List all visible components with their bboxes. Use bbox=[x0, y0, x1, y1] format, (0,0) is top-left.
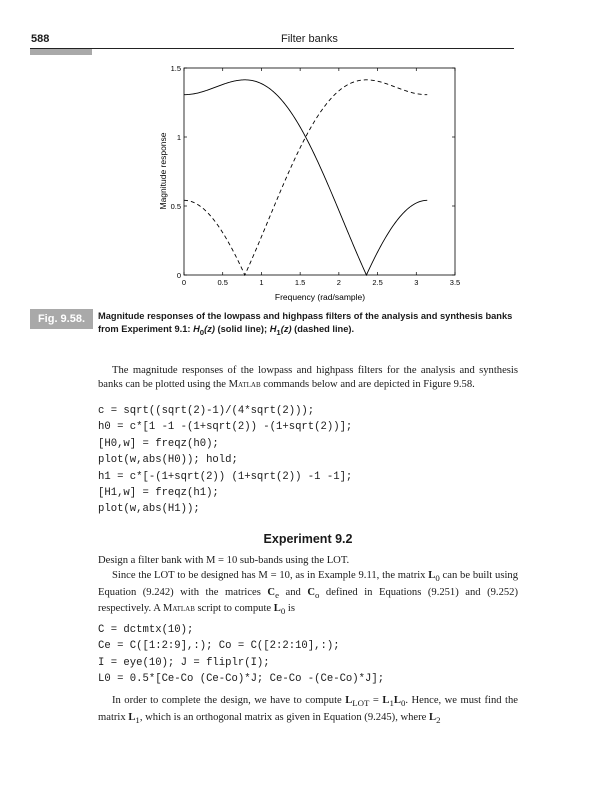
y-tick-label: 1.5 bbox=[170, 64, 181, 73]
x-tick-label: 0 bbox=[181, 278, 187, 287]
x-tick-label: 0.5 bbox=[217, 278, 228, 287]
code-line: I = eye(10); J = fliplr(I); bbox=[98, 656, 270, 669]
y-axis-label: Magnitude response bbox=[158, 132, 168, 210]
page-number: 588 bbox=[31, 33, 50, 45]
code-line: C = dctmtx(10); bbox=[98, 624, 194, 636]
code-line: L0 = 0.5*[Ce-Co (Ce-Co)*J; Ce-Co -(Ce-Co)*J]; bbox=[98, 673, 385, 686]
code-block-1 bbox=[98, 403, 352, 518]
figure-caption: Magnitude responses of the lowpass and highpass filters of the analysis and synthesis banks from Experiment 9.1: $H_0(z)$ (solid line); $H_1(z)$ (dashed line). bbox=[98, 311, 513, 337]
x-axis-label: Frequency (rad/sample) bbox=[274, 292, 366, 302]
code-line: c = sqrt((sqrt(2)-1)/(4*sqrt(2))); bbox=[98, 405, 315, 417]
section-title: Experiment 9.2 bbox=[263, 532, 353, 546]
y-tick-label: 1 bbox=[176, 133, 181, 142]
running-title: Filter banks bbox=[281, 33, 338, 45]
code-line: Ce = C([1:2:9],:); Co = C([2:2:10],:); bbox=[98, 640, 340, 653]
header-marker bbox=[30, 49, 92, 55]
y-tick-label: 0.5 bbox=[170, 202, 181, 211]
paragraph-1: The magnitude responses of the lowpass and highpass filters for the analysis and synthesis banks can be plotted using the Matlab commands below and are depicted in Figure 9.58. bbox=[98, 365, 518, 391]
figure-label: Fig. 9.58. bbox=[30, 309, 93, 329]
code-line: plot(w,abs(H0)); hold; bbox=[98, 454, 238, 467]
code-block-2 bbox=[98, 622, 384, 688]
x-tick-label: 3 bbox=[414, 278, 419, 287]
y-tick-label: 0 bbox=[176, 271, 181, 280]
code-line: plot(w,abs(H1)); bbox=[98, 503, 200, 516]
code-line: [H1,w] = freqz(h1); bbox=[98, 487, 219, 500]
paragraph-2: Design a filter bank with M = 10 sub-bands using the LOT. bbox=[98, 555, 350, 566]
x-tick-label: 2.5 bbox=[372, 278, 383, 287]
code-line: h1 = c*[-(1+sqrt(2)) (1+sqrt(2)) -1 -1]; bbox=[98, 470, 353, 483]
paragraph-3: Since the LOT to be designed has M = 10, as in Example 9.11, the matrix $L_0$ can be built using Equation (9.242) with the matrices $C_e$ and $C_o$ defined in Equations (9.251) and (9.252) respectively. A Matlab script to compute $L_0$ is bbox=[98, 570, 518, 617]
plot-frame bbox=[184, 68, 455, 275]
x-tick-label: 2 bbox=[336, 278, 341, 287]
header-rule bbox=[30, 48, 514, 49]
x-tick-label: 3.5 bbox=[449, 278, 461, 287]
code-line: h0 = c*[1 -1 -(1+sqrt(2)) -(1+sqrt(2))]; bbox=[98, 421, 353, 434]
paragraph-4: In order to complete the design, we have to compute $L_{LOT} = L_1L_0$. Hence, we must find the matrix $L_1$, which is an orthogonal matrix as given in Equation (9.245), where $L_2$ bbox=[98, 695, 518, 725]
magnitude-chart bbox=[150, 60, 470, 310]
x-tick-label: 1 bbox=[259, 278, 264, 287]
code-line: [H0,w] = freqz(h0); bbox=[98, 437, 219, 450]
x-tick-label: 1.5 bbox=[294, 278, 306, 287]
